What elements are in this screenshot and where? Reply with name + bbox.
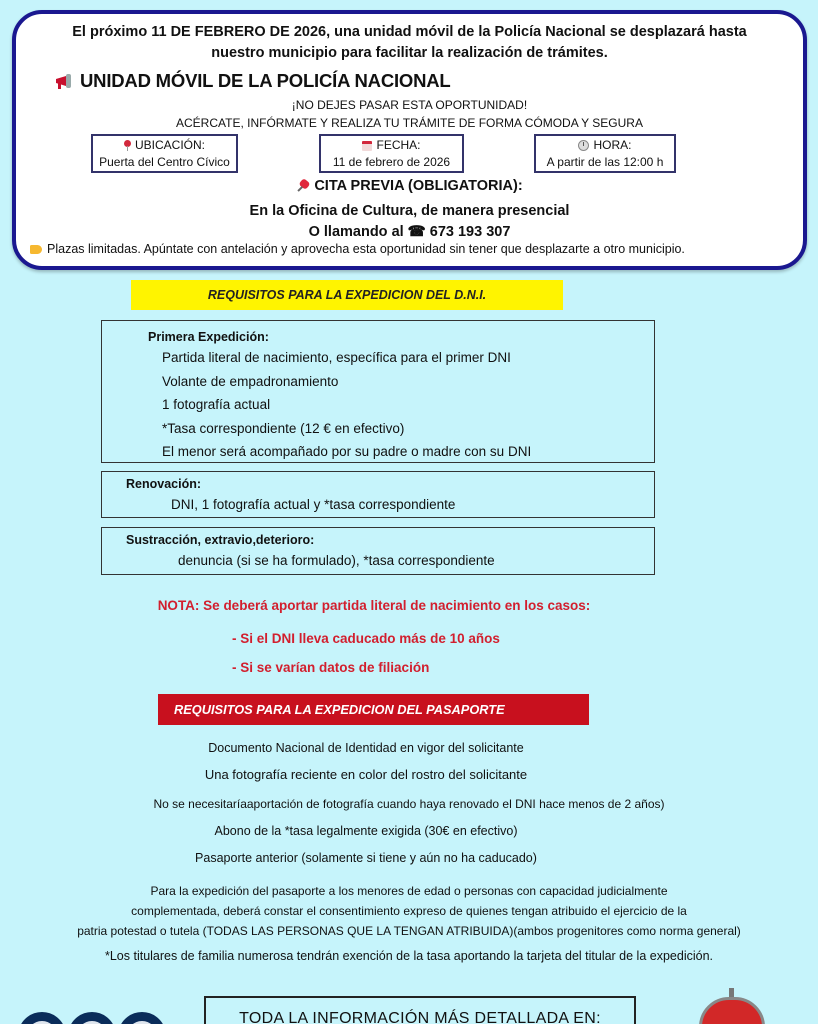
paragraph-line: complementada, deberá constar el consentimiento expreso de quienes tengan atribuido el ejercicio de la: [131, 904, 687, 918]
time-value: A partir de las 12:00 h: [546, 155, 664, 169]
location-label: UBICACIÓN:: [134, 138, 205, 152]
unit-title: [56, 70, 451, 92]
date-value: 11 de febrero de 2026: [332, 155, 451, 169]
tagline: [16, 96, 803, 132]
passport-line: Abono de la *tasa legalmente exigida (30€ en efectivo): [214, 824, 518, 838]
police-logo: [18, 1012, 166, 1024]
first-issuance-box: [101, 320, 655, 463]
passport-line: Documento Nacional de Identidad en vigor del solicitante: [208, 741, 524, 755]
first-issuance-title: Primera Expedición:: [148, 330, 269, 344]
pin-icon: [124, 140, 131, 151]
time-label: HORA:: [593, 138, 632, 152]
more-info-box: [204, 996, 636, 1024]
location-value: Puerta del Centro Cívico: [99, 155, 230, 169]
renewal-value: DNI, 1 fotografía actual y *tasa correspondiente: [171, 497, 456, 512]
large-family-footnote: *Los titulares de familia numerosa tendrán exención de la tasa aportando la tarjeta del titular de la expedición.: [104, 949, 713, 963]
passport-line: Pasaporte anterior (solamente si tiene y aún no ha caducado): [195, 851, 537, 865]
theft-loss-value: denuncia (si se ha formulado), *tasa correspondiente: [178, 553, 495, 568]
paragraph-line: Para la expedición del pasaporte a los menores de edad o personas con capacidad judicialmente: [150, 884, 668, 898]
announcement-card: [12, 10, 807, 270]
passport-line: Una fotografía reciente en color del rostro del solicitante: [204, 767, 528, 782]
note-item: - Si el DNI lleva caducado más de 10 años: [232, 631, 500, 646]
limited-places-note: [30, 242, 685, 256]
list-item: Partida literal de nacimiento, específica para el primer DNI: [162, 350, 511, 365]
location-box: [91, 134, 238, 173]
dni-requirements-banner: REQUISITOS PARA LA EXPEDICION DEL D.N.I.: [131, 280, 563, 310]
theft-loss-box: [101, 527, 655, 575]
appointment-section: [16, 176, 803, 244]
renewal-title: Renovación:: [126, 477, 202, 491]
pointing-hand-icon: [30, 245, 42, 254]
time-box: [534, 134, 676, 173]
list-item: Volante de empadronamiento: [162, 373, 339, 389]
paragraph-line: patria potestad o tutela (TODAS LAS PERSONAS QUE LA TENGAN ATRIBUIDA)(ambos progenitores como norma general): [77, 924, 741, 938]
unit-title-text: UNIDAD MÓVIL DE LA POLICÍA NACIONAL: [80, 70, 451, 91]
list-item: El menor será acompañado por su padre o madre con su DNI: [162, 444, 532, 459]
limited-places-text: Plazas limitadas. Apúntate con antelación y aprovecha esta oportunidad sin tener que desplazarte a otro municipio.: [47, 242, 685, 256]
tagline-line-1: ¡NO DEJES PASAR ESTA OPORTUNIDAD!: [291, 98, 528, 112]
intro-line-2: nuestro municipio para facilitar la realización de trámites.: [211, 45, 608, 61]
note-heading: NOTA: Se deberá aportar partida literal de nacimiento en los casos:: [157, 598, 591, 613]
passport-line: No se necesitaríaaportación de fotografía cuando haya renovado el DNI hace menos de 2 años): [153, 797, 665, 811]
theft-loss-title: Sustracción, extravio,deterioro:: [126, 533, 315, 547]
date-label: FECHA:: [376, 138, 421, 152]
renewal-box: [101, 471, 655, 518]
clock-icon: [578, 140, 589, 151]
date-box: [319, 134, 464, 173]
intro-line-1: El próximo 11 DE FEBRERO DE 2026, una unidad móvil de la Policía Nacional se desplazará hasta: [72, 24, 747, 40]
intro-text: [16, 22, 803, 64]
minors-paragraph: [0, 881, 818, 941]
megaphone-icon: [56, 74, 74, 88]
list-item: *Tasa correspondiente (12 € en efectivo): [162, 420, 405, 436]
municipal-crest-icon: [694, 988, 770, 1024]
more-info-text: TODA LA INFORMACIÓN MÁS DETALLADA EN:: [239, 1010, 601, 1024]
calendar-icon: [362, 141, 372, 151]
note-item: - Si se varían datos de filiación: [232, 660, 430, 675]
appointment-title: CITA PREVIA (OBLIGATORIA):: [314, 178, 523, 194]
pushpin-icon: [296, 180, 309, 193]
appointment-phone[interactable]: O llamando al ☎ 673 193 307: [308, 224, 511, 241]
passport-requirements-banner: REQUISITOS PARA LA EXPEDICION DEL PASAPORTE: [158, 694, 589, 725]
appointment-office: En la Oficina de Cultura, de manera presencial: [249, 202, 570, 219]
tagline-line-2: ACÉRCATE, INFÓRMATE Y REALIZA TU TRÁMITE DE FORMA CÓMODA Y SEGURA: [176, 116, 643, 130]
list-item: 1 fotografía actual: [162, 397, 271, 412]
